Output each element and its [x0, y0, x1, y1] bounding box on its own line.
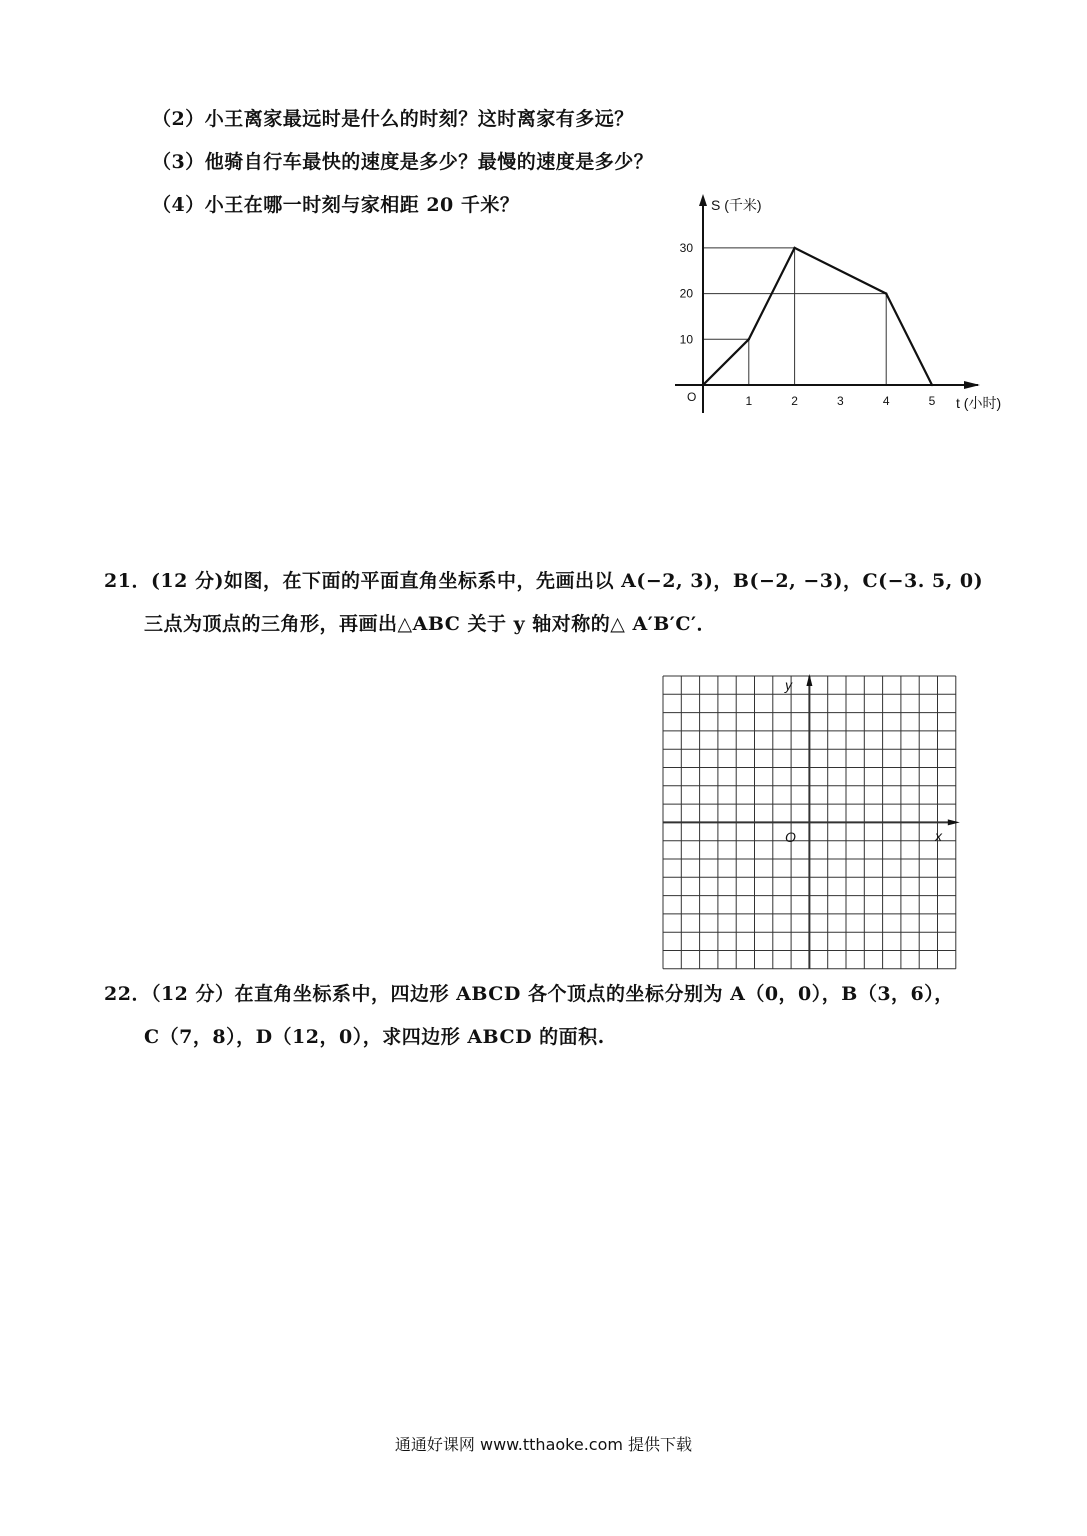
grid-y-label: y	[785, 677, 792, 693]
grid-x-arrow-icon	[948, 819, 960, 825]
chart-y-tick-label: 10	[679, 332, 693, 347]
chart-x-tick-label: 2	[791, 394, 798, 408]
chart-x-arrow-icon	[964, 381, 980, 389]
chart-point	[931, 384, 933, 386]
chart-y-tick-label: 20	[679, 286, 693, 301]
chart-y-axis-label: S (千米)	[711, 197, 762, 213]
grid-x-label: x	[935, 828, 942, 844]
chart-x-tick-label: 3	[837, 394, 844, 408]
q20-part3: （3）他骑自行车最快的速度是多少？最慢的速度是多少？	[152, 151, 654, 173]
chart-y-arrow-icon	[699, 194, 707, 206]
q22-line1: 22．（12 分）在直角坐标系中，四边形 ABCD 各个顶点的坐标分别为 A（0，0），B（3，6），	[104, 983, 954, 1005]
q21-line1: 21．(12 分)如图，在下面的平面直角坐标系中，先画出以 A(−2, 3)，B(−2, −3)，C(−3. 5, 0)	[104, 570, 984, 592]
q20-part4: （4）小王在哪一时刻与家相距 20 千米？	[152, 194, 520, 216]
chart-x-tick-label: 5	[928, 394, 936, 408]
distance-time-chart	[660, 190, 1020, 420]
chart-point	[702, 384, 704, 386]
chart-x-tick-label: 1	[745, 394, 753, 408]
q22-line2: C（7，8），D（12，0），求四边形 ABCD 的面积.	[144, 1026, 605, 1048]
chart-x-axis-label: t (小时)	[956, 395, 1002, 411]
coordinate-grid	[655, 670, 960, 970]
chart-series-line	[703, 248, 932, 385]
page-footer: 通通好课网 www.tthaoke.com 提供下载	[394, 1435, 693, 1454]
chart-point	[885, 292, 887, 294]
q20-part2: （2）小王离家最远时是什么的时刻？这时离家有多远？	[152, 108, 634, 130]
chart-origin-label: O	[687, 390, 697, 404]
chart-point	[793, 247, 795, 249]
grid-origin-label: O	[785, 829, 796, 845]
chart-x-tick-label: 4	[882, 394, 890, 408]
chart-point	[748, 338, 750, 340]
q21-line2: 三点为顶点的三角形，再画出△ABC 关于 y 轴对称的△ A′B′C′．	[144, 613, 716, 635]
chart-y-tick-label: 30	[679, 240, 693, 255]
